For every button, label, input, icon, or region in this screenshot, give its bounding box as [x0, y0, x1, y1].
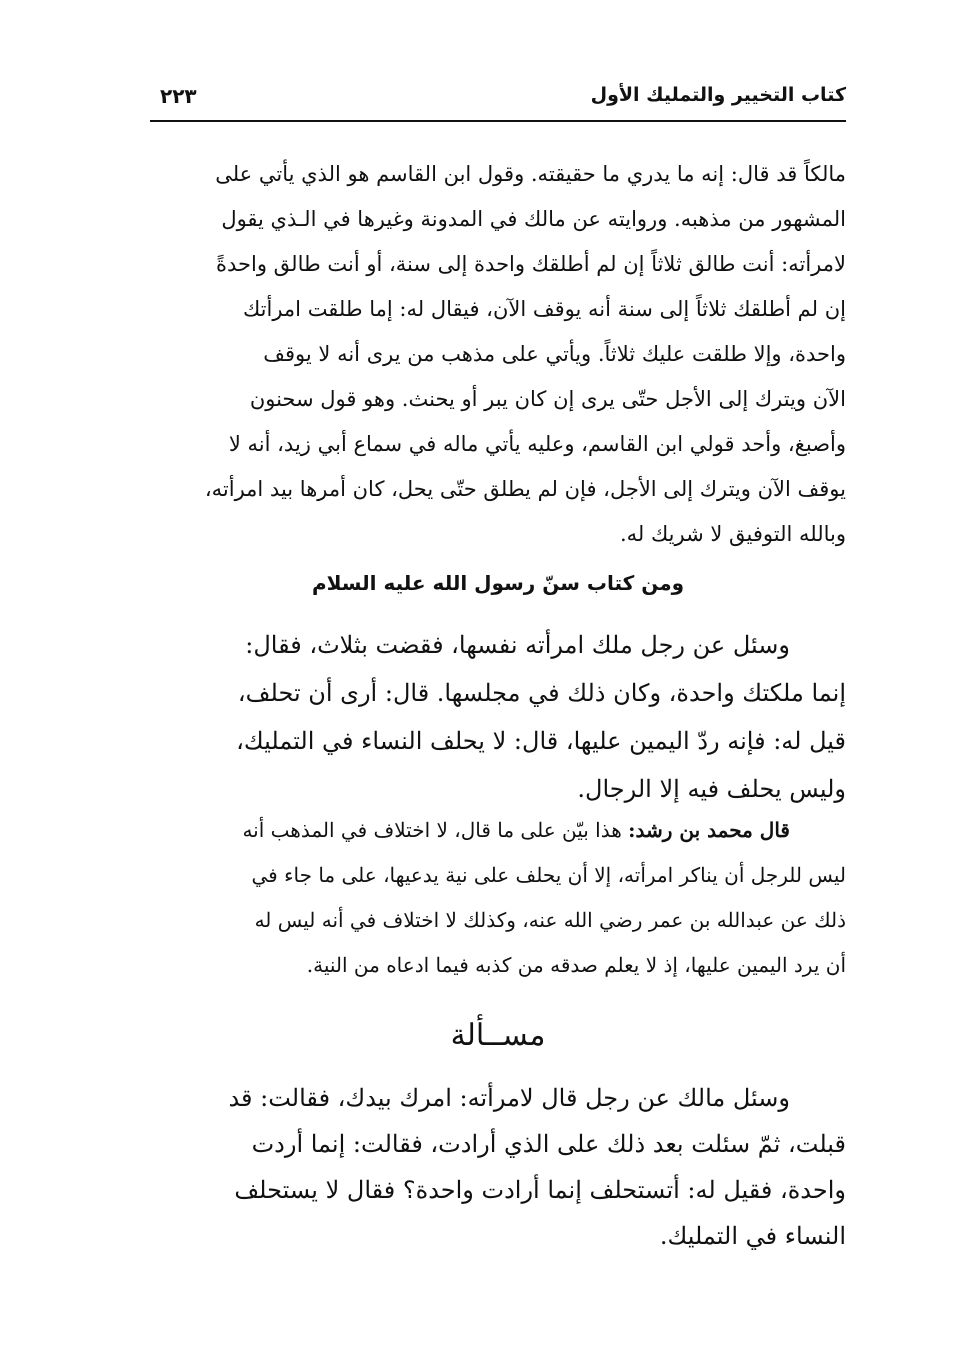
- text-line: قيل له: فإنه ردّ اليمين عليها، قال: لا يحلف النساء في التمليك،: [236, 727, 846, 755]
- text-line: ذلك عن عبدالله بن عمر رضي الله عنه، وكذلك لا اختلاف في أنه ليس له: [254, 908, 846, 932]
- text-line: وسئل مالك عن رجل قال لامرأته: امرك بيدك، فقالت: قد: [228, 1084, 790, 1112]
- page-header: [150, 78, 846, 122]
- text-line: النساء في التمليك.: [659, 1222, 846, 1250]
- text-line: إن لم أطلقك ثلاثاً إلى سنة أنه يوقف الآن، فيقال له: إما طلقت امرأتك: [242, 297, 846, 321]
- text-line: يوقف الآن ويترك إلى الأجل، فإن لم يطلق حتّى يحل، كان أمرها بيد امرأته،: [204, 477, 846, 501]
- text-line: قبلت، ثمّ سئلت بعد ذلك على الذي أرادت، فقالت: إنما أردت: [251, 1130, 846, 1158]
- text-run: هذا بيّن على ما قال، لا اختلاف في المذهب أنه: [242, 818, 629, 842]
- text-line: المشهور من مذهبه. وروايته عن مالك في المدونة وغيرها في الـذي يقول: [221, 207, 846, 231]
- section-heading-sunan: ومن كتاب سنّ رسول الله عليه السلام: [311, 571, 685, 595]
- text-line: أن يرد اليمين عليها، إذ لا يعلم صدقه من كذبه فيما ادعاه من النية.: [306, 953, 846, 977]
- text-line: وليس يحلف فيه إلا الرجال.: [577, 775, 846, 803]
- text-line: مالكاً قد قال: إنه ما يدري ما حقيقته. وقول ابن القاسم هو الذي يأتي على: [215, 162, 846, 186]
- paragraph-4: [150, 1075, 846, 1259]
- paragraph-1: [150, 152, 846, 557]
- paragraph-2: [150, 621, 846, 813]
- text-line: واحدة، فقيل له: أتستحلف إنما أرادت واحدة؟ فقال لا يستحلف: [234, 1176, 846, 1204]
- text-line: [150, 808, 846, 853]
- text-line: لامرأته: أنت طالق ثلاثاً إن لم أطلقك واحدة إلى سنة، أو أنت طالق واحدةً: [216, 252, 846, 276]
- speaker-label: قال محمد بن رشد:: [628, 818, 790, 842]
- text-line: واحدة، وإلا طلقت عليك ثلاثاً. ويأتي على مذهب من يرى أنه لا يوقف: [263, 342, 846, 366]
- text-line: وسئل عن رجل ملك امرأته نفسها، فقضت بثلاث، فقال:: [245, 631, 790, 659]
- paragraph-3-commentary: [150, 808, 846, 988]
- running-title: كتاب التخيير والتمليك الأول: [590, 84, 846, 106]
- text-line: إنما ملكتك واحدة، وكان ذلك في مجلسها. قال: أرى أن تحلف،: [237, 679, 846, 707]
- text-line: وبالله التوفيق لا شريك له.: [619, 522, 846, 546]
- text-line: ليس للرجل أن يناكر امرأته، إلا أن يحلف على نية يدعيها، على ما جاء في: [251, 863, 846, 887]
- text-line: وأصبغ، وأحد قولي ابن القاسم، وعليه يأتي ماله في سماع أبي زيد، أنه لا: [228, 432, 846, 456]
- text-line: الآن ويترك إلى الأجل حتّى يرى إن كان يبر أو يحنث. وهو قول سحنون: [249, 387, 846, 411]
- page-number: ٢٢٣: [160, 84, 197, 108]
- section-heading-masala: مســألة: [450, 1018, 546, 1053]
